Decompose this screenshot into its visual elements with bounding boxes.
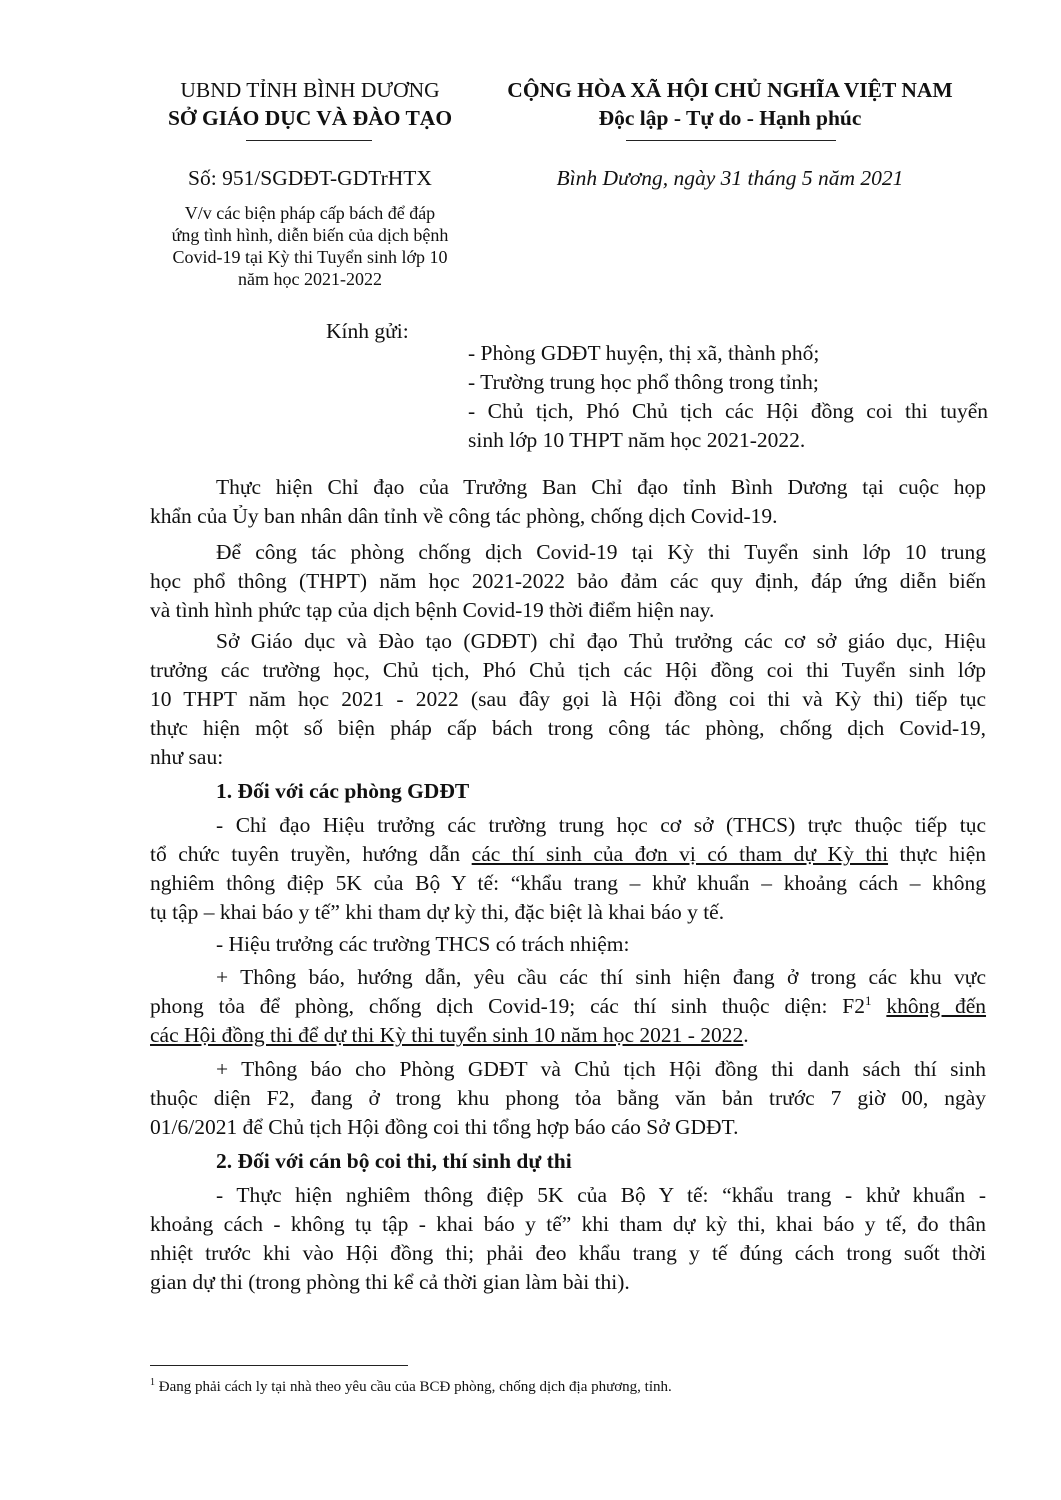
paragraph-line: như sau: [150, 745, 224, 769]
paragraph-line [150, 839, 986, 869]
paragraph-line [150, 991, 986, 1021]
recipient-item: sinh lớp 10 THPT năm học 2021-2022. [468, 428, 806, 452]
recipient-item: - Phòng GDĐT huyện, thị xã, thành phố; [468, 341, 820, 365]
footnote [150, 1379, 672, 1396]
paragraph-line: Sở Giáo dục và Đào tạo (GDĐT) chỉ đạo Thủ trưởng các cơ sở giáo dục, Hiệu [216, 629, 986, 653]
paragraph-line: - Chỉ đạo Hiệu trưởng các trường trung học cơ sở (THCS) trực thuộc tiếp tục [216, 813, 986, 837]
section-1-heading: 1. Đối với các phòng GDĐT [216, 779, 470, 803]
document-number: Số: 951/SGDĐT-GDTrHTX [188, 166, 432, 190]
paragraph-line [150, 1020, 749, 1050]
agency-parent: UBND TỈNH BÌNH DƯƠNG [180, 78, 440, 102]
paragraph-line: Để công tác phòng chống dịch Covid-19 tại Kỳ thi Tuyển sinh lớp 10 trung [216, 540, 986, 564]
subject-block [140, 202, 480, 290]
agency-underline [246, 140, 372, 141]
footnote-ref: 1 [865, 992, 872, 1008]
text-run: thực hiện [888, 842, 987, 866]
motto-underline [626, 140, 836, 141]
subject-line: V/v các biện pháp cấp bách để đáp [184, 203, 436, 223]
underlined-phrase: các Hội đồng thi để dự thi Kỳ thi tuyển sinh 10 năm học 2021 - 2022 [150, 1023, 744, 1047]
paragraph-line: + Thông báo cho Phòng GDĐT và Chủ tịch Hội đồng thi danh sách thí sinh [216, 1057, 986, 1081]
paragraph-line: khẩn của Ủy ban nhân dân tỉnh về công tác phòng, chống dịch Covid-19. [150, 504, 778, 528]
paragraph-line: - Thực hiện nghiêm thông điệp 5K của Bộ Y tế: “khẩu trang - khử khuẩn - [216, 1183, 986, 1207]
recipient-item: - Chủ tịch, Phó Chủ tịch các Hội đồng coi thi tuyển [468, 399, 988, 423]
paragraph-line: trưởng các trường học, Chủ tịch, Phó Chủ tịch các Hội đồng coi thi Tuyển sinh lớp [150, 658, 986, 682]
section-2-heading: 2. Đối với cán bộ coi thi, thí sinh dự thi [216, 1149, 572, 1173]
paragraph-line: + Thông báo, hướng dẫn, yêu cầu các thí sinh hiện đang ở trong các khu vực [216, 965, 986, 989]
footnote-separator [150, 1365, 408, 1366]
place-date: Bình Dương, ngày 31 tháng 5 năm 2021 [556, 166, 904, 190]
recipients-label: Kính gửi: [326, 319, 409, 343]
paragraph-line: thuộc diện F2, đang ở trong khu phong tỏa bằng văn bản trước 7 giờ 00, ngày [150, 1086, 986, 1110]
paragraph-line: và tình hình phức tạp của dịch bệnh Covid-19 thời điểm hiện nay. [150, 598, 715, 622]
underlined-phrase: không đến [886, 994, 987, 1018]
paragraph-line: Thực hiện Chỉ đạo của Trưởng Ban Chỉ đạo tỉnh Bình Dương tại cuộc họp [216, 475, 986, 499]
subject-line: ứng tình hình, diễn biến của dịch bệnh [171, 225, 449, 245]
paragraph-line: gian dự thi (trong phòng thi kể cả thời gian làm bài thi). [150, 1270, 630, 1294]
national-motto: Độc lập - Tự do - Hạnh phúc [598, 106, 862, 130]
text-run: tổ chức tuyên truyền, hướng dẫn [150, 842, 472, 866]
paragraph-line: 01/6/2021 để Chủ tịch Hội đồng coi thi tổng hợp báo cáo Sở GDĐT. [150, 1115, 739, 1139]
footnote-text: Đang phải cách ly tại nhà theo yêu cầu của BCĐ phòng, chống dịch địa phương, tỉnh. [155, 1379, 672, 1395]
text-run: phong tỏa để phòng, chống dịch Covid-19; các thí sinh thuộc diện: F2 [150, 994, 865, 1018]
paragraph-line: 10 THPT năm học 2021 - 2022 (sau đây gọi là Hội đồng coi thi và Kỳ thi) tiếp tục [150, 687, 986, 711]
national-title: CỘNG HÒA XÃ HỘI CHỦ NGHĨA VIỆT NAM [507, 78, 953, 102]
footnote-number: 1 [150, 1377, 155, 1388]
paragraph-line: học phổ thông (THPT) năm học 2021-2022 bảo đảm các quy định, đáp ứng diễn biến [150, 569, 986, 593]
text-run: . [743, 1023, 749, 1047]
recipient-item: - Trường trung học phổ thông trong tỉnh; [468, 370, 819, 394]
subject-line: Covid-19 tại Kỳ thi Tuyển sinh lớp 10 [172, 247, 448, 267]
paragraph-line: nghiêm thông điệp 5K của Bộ Y tế: “khẩu trang – khử khuẩn – khoảng cách – không [150, 871, 986, 895]
paragraph-line: thực hiện một số biện pháp cấp bách trong công tác phòng, chống dịch Covid-19, [150, 716, 986, 740]
paragraph-line: khoảng cách - không tụ tập - khai báo y tế” khi tham dự kỳ thi, khai báo y tế, đo thân [150, 1212, 986, 1236]
paragraph-line: tụ tập – khai báo y tế” khi tham dự kỳ thi, đặc biệt là khai báo y tế. [150, 900, 725, 924]
agency-name: SỞ GIÁO DỤC VÀ ĐÀO TẠO [167, 106, 453, 130]
underlined-phrase: các thí sinh của đơn vị có tham dự Kỳ thi [471, 842, 889, 866]
subject-line: năm học 2021-2022 [238, 269, 382, 289]
paragraph-line: - Hiệu trưởng các trường THCS có trách nhiệm: [216, 932, 630, 956]
paragraph-line: nhiệt trước khi vào Hội đồng thi; phải đeo khẩu trang y tế đúng cách trong suốt thời [150, 1241, 986, 1265]
